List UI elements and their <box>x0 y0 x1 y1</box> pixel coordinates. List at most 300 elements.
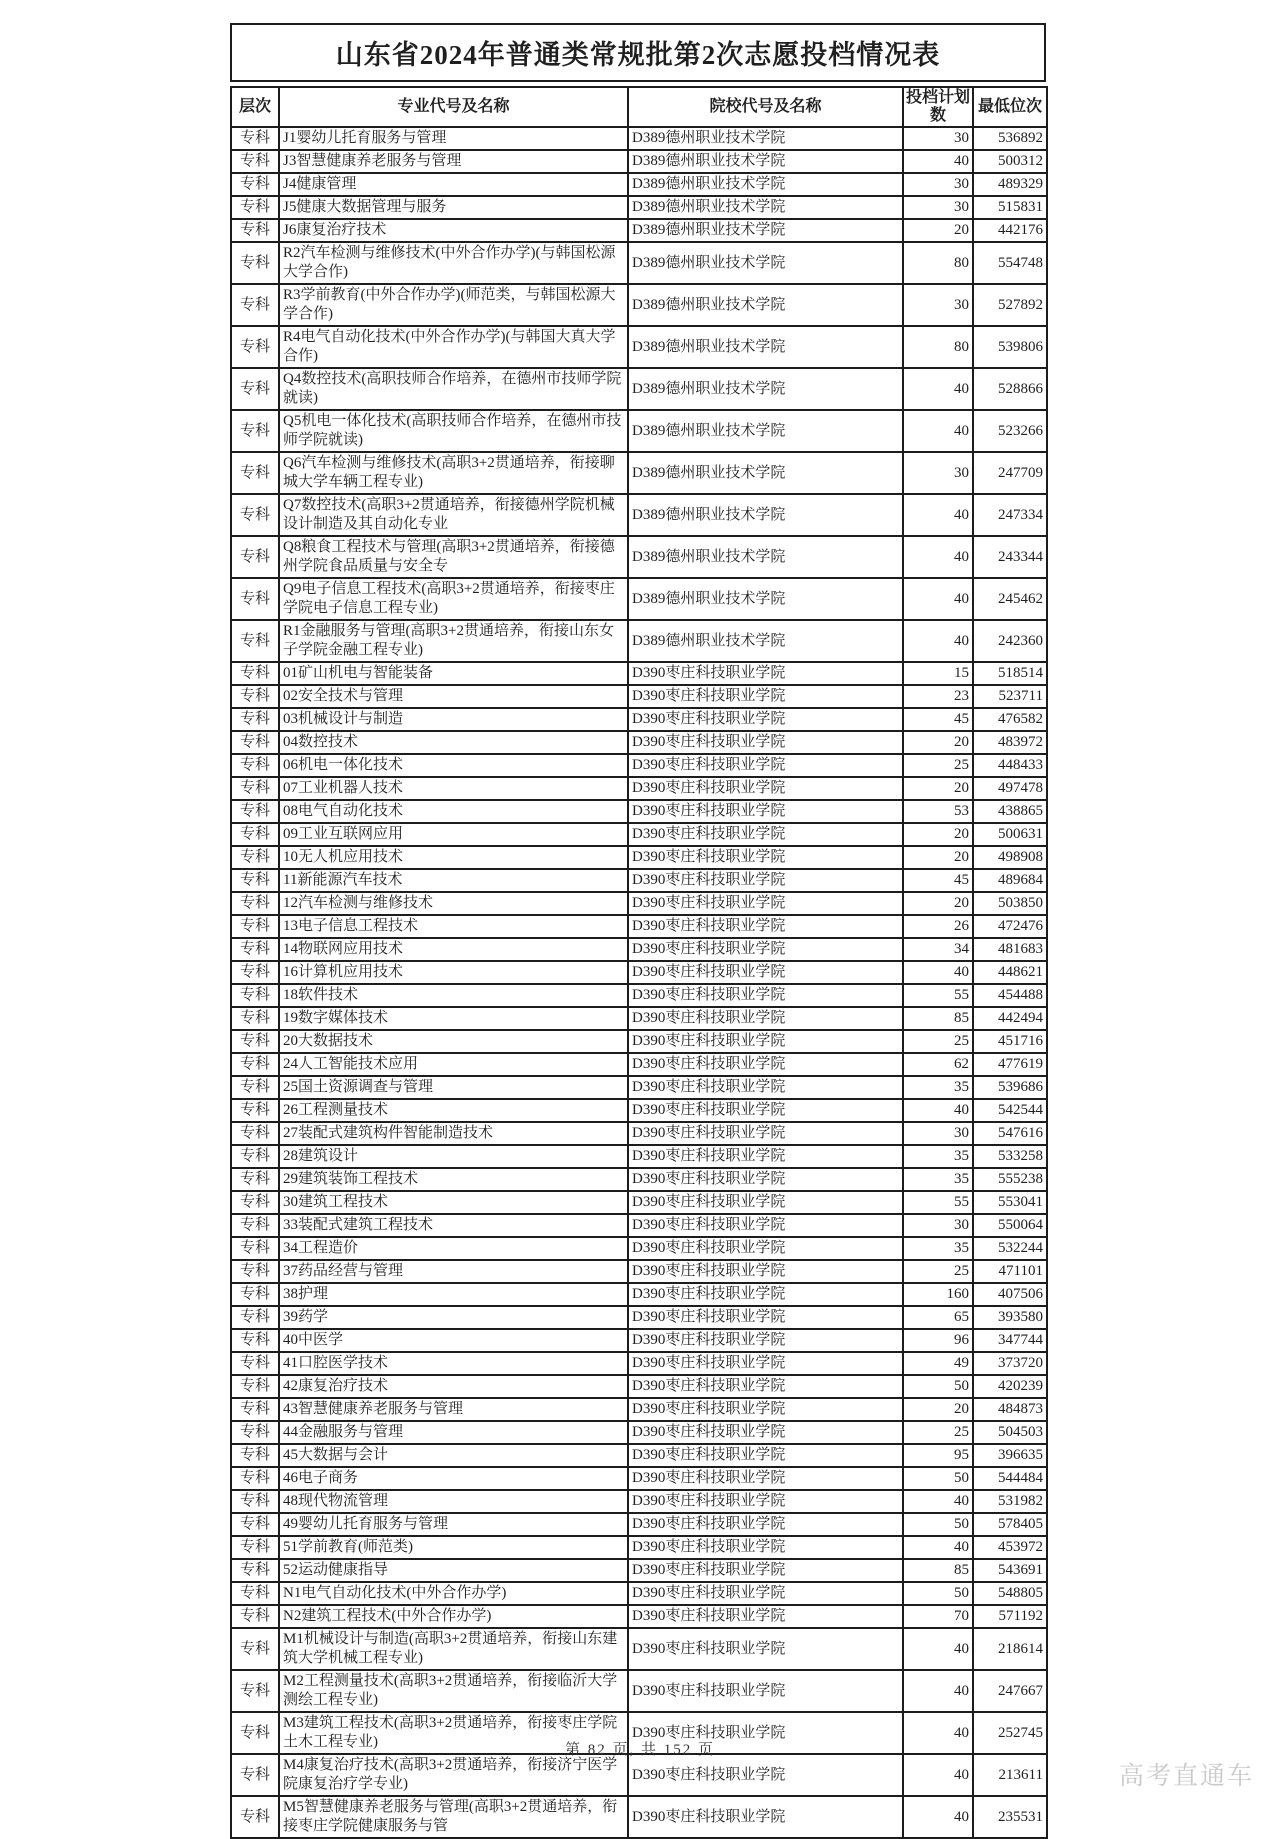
table-row <box>231 1030 1047 1053</box>
level-cell: 专科 <box>231 150 279 173</box>
level-cell: 专科 <box>231 731 279 754</box>
rank-cell: 407506 <box>973 1283 1047 1306</box>
major-cell: 27装配式建筑构件智能制造技术 <box>279 1122 628 1145</box>
plan-cell: 25 <box>903 1030 973 1053</box>
major-cell: 10无人机应用技术 <box>279 846 628 869</box>
major-cell: 45大数据与会计 <box>279 1444 628 1467</box>
plan-cell: 53 <box>903 800 973 823</box>
plan-cell: 20 <box>903 846 973 869</box>
level-cell: 专科 <box>231 662 279 685</box>
plan-cell: 20 <box>903 219 973 242</box>
plan-cell: 40 <box>903 1796 973 1838</box>
table-row <box>231 662 1047 685</box>
table-row <box>231 219 1047 242</box>
plan-cell: 40 <box>903 620 973 662</box>
rank-cell: 553041 <box>973 1191 1047 1214</box>
college-cell: D390枣庄科技职业学院 <box>628 892 903 915</box>
college-cell: D390枣庄科技职业学院 <box>628 777 903 800</box>
plan-cell: 70 <box>903 1605 973 1628</box>
table-row <box>231 1168 1047 1191</box>
level-cell: 专科 <box>231 1191 279 1214</box>
plan-cell: 96 <box>903 1329 973 1352</box>
table-row <box>231 410 1047 452</box>
level-cell: 专科 <box>231 938 279 961</box>
table-row <box>231 938 1047 961</box>
table-header <box>231 87 1047 127</box>
college-cell: D389德州职业技术学院 <box>628 536 903 578</box>
table-row <box>231 869 1047 892</box>
plan-cell: 40 <box>903 1490 973 1513</box>
level-cell: 专科 <box>231 1168 279 1191</box>
rank-cell: 454488 <box>973 984 1047 1007</box>
rank-cell: 448621 <box>973 961 1047 984</box>
major-cell: 11新能源汽车技术 <box>279 869 628 892</box>
table-row <box>231 1260 1047 1283</box>
major-cell: 33装配式建筑工程技术 <box>279 1214 628 1237</box>
table-row <box>231 1076 1047 1099</box>
rank-cell: 503850 <box>973 892 1047 915</box>
table-row <box>231 1582 1047 1605</box>
level-cell: 专科 <box>231 1796 279 1838</box>
college-cell: D389德州职业技术学院 <box>628 242 903 284</box>
table-row <box>231 242 1047 284</box>
major-cell: 20大数据技术 <box>279 1030 628 1053</box>
rank-cell: 476582 <box>973 708 1047 731</box>
rank-cell: 242360 <box>973 620 1047 662</box>
rank-cell: 489329 <box>973 173 1047 196</box>
college-cell: D390枣庄科技职业学院 <box>628 1375 903 1398</box>
rank-cell: 498908 <box>973 846 1047 869</box>
table-row <box>231 326 1047 368</box>
college-cell: D390枣庄科技职业学院 <box>628 1754 903 1796</box>
plan-cell: 35 <box>903 1145 973 1168</box>
college-cell: D390枣庄科技职业学院 <box>628 1670 903 1712</box>
rank-cell: 532244 <box>973 1237 1047 1260</box>
level-cell: 专科 <box>231 846 279 869</box>
rank-cell: 477619 <box>973 1053 1047 1076</box>
major-cell: N1电气自动化技术(中外合作办学) <box>279 1582 628 1605</box>
rank-cell: 531982 <box>973 1490 1047 1513</box>
college-cell: D390枣庄科技职业学院 <box>628 1076 903 1099</box>
college-cell: D389德州职业技术学院 <box>628 578 903 620</box>
watermark: 高考直通车 <box>1118 1763 1254 1790</box>
plan-cell: 40 <box>903 1754 973 1796</box>
rank-cell: 550064 <box>973 1214 1047 1237</box>
rank-cell: 481683 <box>973 938 1047 961</box>
rank-cell: 252745 <box>973 1712 1047 1754</box>
table-row <box>231 368 1047 410</box>
level-cell: 专科 <box>231 1007 279 1030</box>
table-row <box>231 800 1047 823</box>
table-row <box>231 846 1047 869</box>
rank-cell: 544484 <box>973 1467 1047 1490</box>
plan-cell: 40 <box>903 578 973 620</box>
plan-cell: 45 <box>903 708 973 731</box>
plan-cell: 35 <box>903 1237 973 1260</box>
rank-cell: 393580 <box>973 1306 1047 1329</box>
rank-cell: 548805 <box>973 1582 1047 1605</box>
college-cell: D390枣庄科技职业学院 <box>628 754 903 777</box>
plan-cell: 40 <box>903 1536 973 1559</box>
rank-cell: 489684 <box>973 869 1047 892</box>
major-cell: Q6汽车检测与维修技术(高职3+2贯通培养，衔接聊城大学车辆工程专业) <box>279 452 628 494</box>
level-cell: 专科 <box>231 284 279 326</box>
college-cell: D390枣庄科技职业学院 <box>628 1260 903 1283</box>
plan-cell: 40 <box>903 1712 973 1754</box>
major-cell: 04数控技术 <box>279 731 628 754</box>
level-cell: 专科 <box>231 984 279 1007</box>
level-cell: 专科 <box>231 1122 279 1145</box>
level-cell: 专科 <box>231 869 279 892</box>
plan-cell: 85 <box>903 1559 973 1582</box>
level-cell: 专科 <box>231 754 279 777</box>
table-row <box>231 1007 1047 1030</box>
table-row <box>231 1421 1047 1444</box>
table-row <box>231 892 1047 915</box>
rank-cell: 243344 <box>973 536 1047 578</box>
level-cell: 专科 <box>231 127 279 150</box>
rank-cell: 451716 <box>973 1030 1047 1053</box>
plan-cell: 15 <box>903 662 973 685</box>
college-cell: D390枣庄科技职业学院 <box>628 685 903 708</box>
college-cell: D390枣庄科技职业学院 <box>628 1559 903 1582</box>
plan-cell: 95 <box>903 1444 973 1467</box>
major-cell: 43智慧健康养老服务与管理 <box>279 1398 628 1421</box>
table-row <box>231 1237 1047 1260</box>
table-row <box>231 1306 1047 1329</box>
level-cell: 专科 <box>231 1214 279 1237</box>
major-cell: J3智慧健康养老服务与管理 <box>279 150 628 173</box>
plan-cell: 50 <box>903 1467 973 1490</box>
plan-cell: 45 <box>903 869 973 892</box>
rank-cell: 543691 <box>973 1559 1047 1582</box>
level-cell: 专科 <box>231 1754 279 1796</box>
rank-cell: 500631 <box>973 823 1047 846</box>
level-cell: 专科 <box>231 452 279 494</box>
major-cell: J6康复治疗技术 <box>279 219 628 242</box>
level-cell: 专科 <box>231 1513 279 1536</box>
plan-cell: 85 <box>903 1007 973 1030</box>
level-cell: 专科 <box>231 777 279 800</box>
rank-cell: 245462 <box>973 578 1047 620</box>
table-row <box>231 1214 1047 1237</box>
rank-cell: 539686 <box>973 1076 1047 1099</box>
major-cell: Q4数控技术(高职技师合作培养，在德州市技师学院就读) <box>279 368 628 410</box>
level-cell: 专科 <box>231 1398 279 1421</box>
plan-cell: 50 <box>903 1375 973 1398</box>
rank-cell: 438865 <box>973 800 1047 823</box>
major-cell: 51学前教育(师范类) <box>279 1536 628 1559</box>
college-cell: D390枣庄科技职业学院 <box>628 984 903 1007</box>
major-cell: J4健康管理 <box>279 173 628 196</box>
level-cell: 专科 <box>231 915 279 938</box>
major-cell: 24人工智能技术应用 <box>279 1053 628 1076</box>
plan-cell: 55 <box>903 984 973 1007</box>
major-cell: 02安全技术与管理 <box>279 685 628 708</box>
level-cell: 专科 <box>231 1467 279 1490</box>
header-major: 专业代号及名称 <box>279 87 628 127</box>
level-cell: 专科 <box>231 1605 279 1628</box>
rank-cell: 554748 <box>973 242 1047 284</box>
table-row <box>231 1628 1047 1670</box>
rank-cell: 471101 <box>973 1260 1047 1283</box>
document <box>230 23 1046 1839</box>
plan-cell: 34 <box>903 938 973 961</box>
level-cell: 专科 <box>231 1076 279 1099</box>
level-cell: 专科 <box>231 1670 279 1712</box>
major-cell: 16计算机应用技术 <box>279 961 628 984</box>
plan-cell: 40 <box>903 536 973 578</box>
level-cell: 专科 <box>231 1099 279 1122</box>
major-cell: M2工程测量技术(高职3+2贯通培养，衔接临沂大学测绘工程专业) <box>279 1670 628 1712</box>
level-cell: 专科 <box>231 1536 279 1559</box>
rank-cell: 235531 <box>973 1796 1047 1838</box>
page-number: 第 82 页, 共 152 页 <box>564 1742 715 1758</box>
major-cell: R3学前教育(中外合作办学)(师范类，与韩国松源大学合作) <box>279 284 628 326</box>
level-cell: 专科 <box>231 578 279 620</box>
table-row <box>231 1467 1047 1490</box>
major-cell: 08电气自动化技术 <box>279 800 628 823</box>
level-cell: 专科 <box>231 685 279 708</box>
table-row <box>231 777 1047 800</box>
table-row <box>231 127 1047 150</box>
rank-cell: 555238 <box>973 1168 1047 1191</box>
college-cell: D390枣庄科技职业学院 <box>628 1145 903 1168</box>
rank-cell: 523266 <box>973 410 1047 452</box>
table-row <box>231 731 1047 754</box>
major-cell: 18软件技术 <box>279 984 628 1007</box>
table-row <box>231 685 1047 708</box>
table-row <box>231 1490 1047 1513</box>
rank-cell: 523711 <box>973 685 1047 708</box>
level-cell: 专科 <box>231 892 279 915</box>
college-cell: D389德州职业技术学院 <box>628 127 903 150</box>
major-cell: J5健康大数据管理与服务 <box>279 196 628 219</box>
college-cell: D390枣庄科技职业学院 <box>628 1329 903 1352</box>
table-row <box>231 173 1047 196</box>
college-cell: D390枣庄科技职业学院 <box>628 1421 903 1444</box>
rank-cell: 533258 <box>973 1145 1047 1168</box>
table-row <box>231 494 1047 536</box>
table-row <box>231 1283 1047 1306</box>
major-cell: 03机械设计与制造 <box>279 708 628 731</box>
plan-cell: 25 <box>903 1421 973 1444</box>
table-row <box>231 1145 1047 1168</box>
table-row <box>231 536 1047 578</box>
college-cell: D389德州职业技术学院 <box>628 410 903 452</box>
college-cell: D390枣庄科技职业学院 <box>628 1191 903 1214</box>
major-cell: Q9电子信息工程技术(高职3+2贯通培养，衔接枣庄学院电子信息工程专业) <box>279 578 628 620</box>
table-row <box>231 1796 1047 1838</box>
plan-cell: 30 <box>903 1214 973 1237</box>
college-cell: D390枣庄科技职业学院 <box>628 1444 903 1467</box>
college-cell: D390枣庄科技职业学院 <box>628 1168 903 1191</box>
plan-cell: 25 <box>903 1260 973 1283</box>
rank-cell: 578405 <box>973 1513 1047 1536</box>
plan-cell: 55 <box>903 1191 973 1214</box>
rank-cell: 420239 <box>973 1375 1047 1398</box>
plan-cell: 20 <box>903 823 973 846</box>
level-cell: 专科 <box>231 1329 279 1352</box>
level-cell: 专科 <box>231 173 279 196</box>
college-cell: D389德州职业技术学院 <box>628 326 903 368</box>
table-row <box>231 1329 1047 1352</box>
level-cell: 专科 <box>231 1053 279 1076</box>
plan-cell: 20 <box>903 777 973 800</box>
table-row <box>231 915 1047 938</box>
table-row <box>231 1605 1047 1628</box>
major-cell: 14物联网应用技术 <box>279 938 628 961</box>
major-cell: 29建筑装饰工程技术 <box>279 1168 628 1191</box>
plan-cell: 80 <box>903 242 973 284</box>
table-row <box>231 284 1047 326</box>
table-row <box>231 1122 1047 1145</box>
table-row <box>231 823 1047 846</box>
level-cell: 专科 <box>231 1260 279 1283</box>
plan-cell: 40 <box>903 1628 973 1670</box>
table-row <box>231 1444 1047 1467</box>
major-cell: 26工程测量技术 <box>279 1099 628 1122</box>
major-cell: 40中医学 <box>279 1329 628 1352</box>
rank-cell: 536892 <box>973 127 1047 150</box>
table-row <box>231 620 1047 662</box>
major-cell: 39药学 <box>279 1306 628 1329</box>
table-row <box>231 1398 1047 1421</box>
college-cell: D389德州职业技术学院 <box>628 284 903 326</box>
table-row <box>231 578 1047 620</box>
major-cell: 12汽车检测与维修技术 <box>279 892 628 915</box>
college-cell: D390枣庄科技职业学院 <box>628 1796 903 1838</box>
table-body <box>231 127 1047 1838</box>
rank-cell: 247334 <box>973 494 1047 536</box>
plan-cell: 40 <box>903 150 973 173</box>
plan-cell: 40 <box>903 494 973 536</box>
table-row <box>231 452 1047 494</box>
college-cell: D390枣庄科技职业学院 <box>628 1053 903 1076</box>
table-row <box>231 961 1047 984</box>
rank-cell: 500312 <box>973 150 1047 173</box>
title-box <box>230 23 1046 82</box>
major-cell: 52运动健康指导 <box>279 1559 628 1582</box>
major-cell: 19数字媒体技术 <box>279 1007 628 1030</box>
level-cell: 专科 <box>231 823 279 846</box>
college-cell: D390枣庄科技职业学院 <box>628 1513 903 1536</box>
level-cell: 专科 <box>231 536 279 578</box>
plan-cell: 35 <box>903 1168 973 1191</box>
plan-cell: 40 <box>903 410 973 452</box>
major-cell: 37药品经营与管理 <box>279 1260 628 1283</box>
plan-cell: 30 <box>903 452 973 494</box>
college-cell: D389德州职业技术学院 <box>628 494 903 536</box>
level-cell: 专科 <box>231 620 279 662</box>
major-cell: 46电子商务 <box>279 1467 628 1490</box>
level-cell: 专科 <box>231 1559 279 1582</box>
level-cell: 专科 <box>231 708 279 731</box>
plan-cell: 35 <box>903 1076 973 1099</box>
table-row <box>231 1375 1047 1398</box>
level-cell: 专科 <box>231 1375 279 1398</box>
rank-cell: 472476 <box>973 915 1047 938</box>
major-cell: Q5机电一体化技术(高职技师合作培养，在德州市技师学院就读) <box>279 410 628 452</box>
rank-cell: 347744 <box>973 1329 1047 1352</box>
major-cell: 48现代物流管理 <box>279 1490 628 1513</box>
rank-cell: 247667 <box>973 1670 1047 1712</box>
plan-cell: 50 <box>903 1513 973 1536</box>
rank-cell: 542544 <box>973 1099 1047 1122</box>
college-cell: D389德州职业技术学院 <box>628 150 903 173</box>
college-cell: D390枣庄科技职业学院 <box>628 1582 903 1605</box>
table-row <box>231 1352 1047 1375</box>
rank-cell: 373720 <box>973 1352 1047 1375</box>
major-cell: 01矿山机电与智能装备 <box>279 662 628 685</box>
major-cell: 28建筑设计 <box>279 1145 628 1168</box>
plan-cell: 62 <box>903 1053 973 1076</box>
rank-cell: 442494 <box>973 1007 1047 1030</box>
major-cell: 06机电一体化技术 <box>279 754 628 777</box>
college-cell: D390枣庄科技职业学院 <box>628 662 903 685</box>
major-cell: Q8粮食工程技术与管理(高职3+2贯通培养，衔接德州学院食品质量与安全专 <box>279 536 628 578</box>
plan-cell: 40 <box>903 1670 973 1712</box>
level-cell: 专科 <box>231 1145 279 1168</box>
rank-cell: 247709 <box>973 452 1047 494</box>
college-cell: D389德州职业技术学院 <box>628 368 903 410</box>
rank-cell: 213611 <box>973 1754 1047 1796</box>
level-cell: 专科 <box>231 410 279 452</box>
college-cell: D390枣庄科技职业学院 <box>628 800 903 823</box>
level-cell: 专科 <box>231 961 279 984</box>
college-cell: D390枣庄科技职业学院 <box>628 869 903 892</box>
major-cell: 44金融服务与管理 <box>279 1421 628 1444</box>
rank-cell: 518514 <box>973 662 1047 685</box>
college-cell: D390枣庄科技职业学院 <box>628 823 903 846</box>
rank-cell: 396635 <box>973 1444 1047 1467</box>
level-cell: 专科 <box>231 1490 279 1513</box>
level-cell: 专科 <box>231 1712 279 1754</box>
rank-cell: 515831 <box>973 196 1047 219</box>
college-cell: D390枣庄科技职业学院 <box>628 1605 903 1628</box>
major-cell: J1婴幼儿托育服务与管理 <box>279 127 628 150</box>
college-cell: D390枣庄科技职业学院 <box>628 938 903 961</box>
college-cell: D390枣庄科技职业学院 <box>628 1628 903 1670</box>
level-cell: 专科 <box>231 1237 279 1260</box>
major-cell: 07工业机器人技术 <box>279 777 628 800</box>
level-cell: 专科 <box>231 1582 279 1605</box>
header-college: 院校代号及名称 <box>628 87 903 127</box>
major-cell: 25国土资源调查与管理 <box>279 1076 628 1099</box>
plan-cell: 30 <box>903 284 973 326</box>
plan-cell: 30 <box>903 196 973 219</box>
major-cell: R1金融服务与管理(高职3+2贯通培养，衔接山东女子学院金融工程专业) <box>279 620 628 662</box>
table-row <box>231 150 1047 173</box>
college-cell: D390枣庄科技职业学院 <box>628 731 903 754</box>
college-cell: D390枣庄科技职业学院 <box>628 1283 903 1306</box>
table-row <box>231 1099 1047 1122</box>
major-cell: 49婴幼儿托育服务与管理 <box>279 1513 628 1536</box>
plan-cell: 25 <box>903 754 973 777</box>
major-cell: M3建筑工程技术(高职3+2贯通培养，衔接枣庄学院土木工程专业) <box>279 1712 628 1754</box>
level-cell: 专科 <box>231 1421 279 1444</box>
college-cell: D389德州职业技术学院 <box>628 620 903 662</box>
plan-cell: 30 <box>903 1122 973 1145</box>
college-cell: D390枣庄科技职业学院 <box>628 961 903 984</box>
level-cell: 专科 <box>231 1352 279 1375</box>
college-cell: D390枣庄科技职业学院 <box>628 1712 903 1754</box>
college-cell: D390枣庄科技职业学院 <box>628 1398 903 1421</box>
table-row <box>231 708 1047 731</box>
header-row <box>231 87 1047 127</box>
level-cell: 专科 <box>231 1283 279 1306</box>
rank-cell: 527892 <box>973 284 1047 326</box>
